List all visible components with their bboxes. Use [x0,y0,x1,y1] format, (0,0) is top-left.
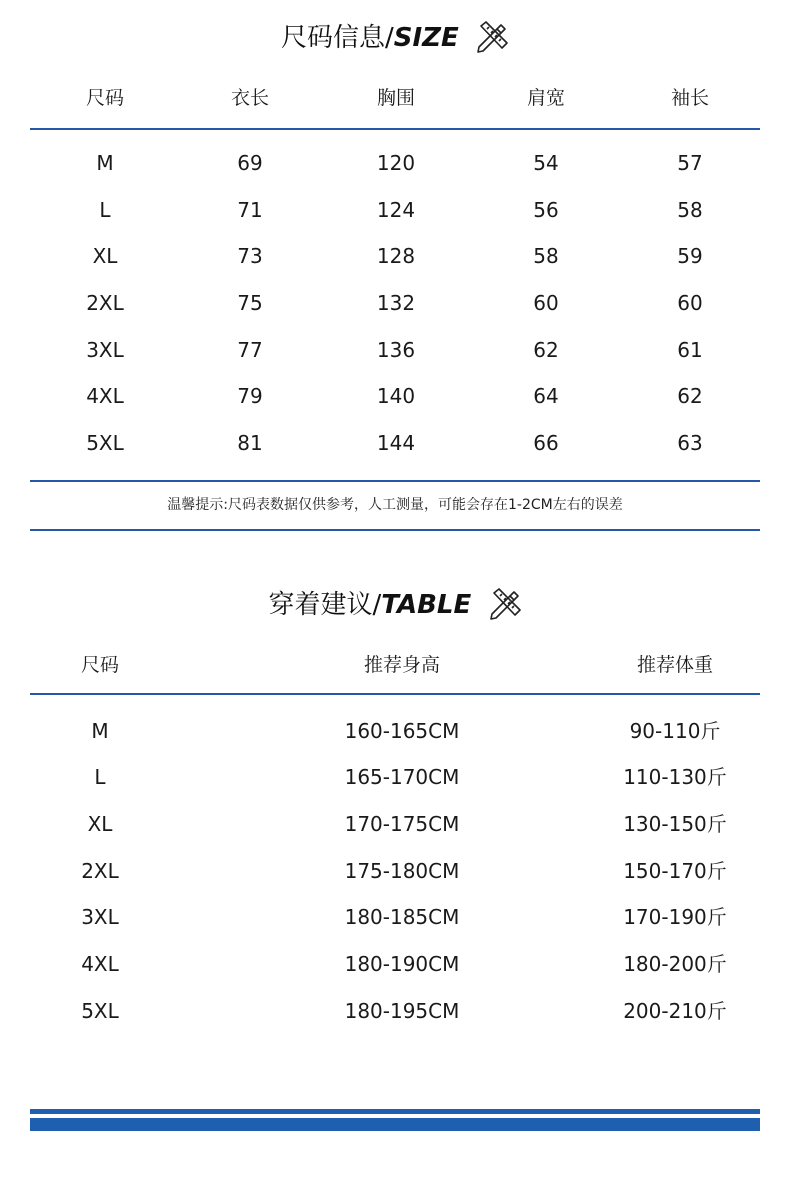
size-note: 温馨提示:尺码表数据仅供参考，人工测量，可能会存在1-2CM左右的误差 [167,497,623,513]
table-cell: 66 [533,431,559,455]
table-cell: 79 [237,384,263,408]
header-cell: 推荐体重 [636,654,713,676]
divider [30,529,760,531]
header-cell: 衣长 [230,87,269,109]
table-cell: 56 [533,198,559,222]
table-cell: L [94,765,106,789]
table-row [30,143,760,183]
table-cell: 4XL [86,384,124,408]
recommend-table-header [30,645,760,685]
table-cell: 5XL [86,431,124,455]
size-title-cn: 尺码信息/ [280,23,394,53]
table-cell: 58 [533,244,559,268]
table-cell: 90-110斤 [629,719,721,743]
table-row [30,897,760,937]
table-cell: 180-195CM [344,999,460,1023]
table-cell: 62 [677,384,703,408]
table-row [30,423,760,463]
table-row [30,851,760,891]
table-cell: 77 [237,338,263,362]
table-cell: 62 [533,338,559,362]
footer-bar-thin [30,1109,760,1114]
table-row [30,330,760,370]
size-table-header [30,78,760,118]
size-title-en: SIZE [393,23,459,53]
table-cell: 160-165CM [344,719,460,743]
table-cell: 180-190CM [344,952,460,976]
table-cell: 124 [376,198,416,222]
table-cell: 2XL [86,291,124,315]
table-cell: 59 [677,244,703,268]
header-cell: 尺码 [85,87,124,109]
table-cell: 60 [533,291,559,315]
table-cell: 200-210斤 [623,999,727,1023]
size-title [0,18,790,58]
table-cell: 63 [677,431,703,455]
table-row [30,376,760,416]
table-cell: 130-150斤 [623,812,727,836]
table-row [30,190,760,230]
table-cell: M [91,719,109,743]
table-cell: XL [92,244,118,268]
table-cell: 57 [677,151,703,175]
table-title [0,585,790,625]
table-row [30,944,760,984]
table-row [30,991,760,1031]
table-row [30,283,760,323]
table-title-en: TABLE [381,590,472,620]
table-cell: L [99,198,111,222]
table-cell: 128 [376,244,416,268]
table-cell: XL [87,812,113,836]
divider [30,693,760,695]
footer-bar-thick [30,1118,760,1131]
header-cell: 胸围 [376,87,415,109]
table-cell: 75 [237,291,263,315]
table-cell: 136 [376,338,416,362]
table-cell: 144 [376,431,416,455]
table-cell: 73 [237,244,263,268]
table-row [30,711,760,751]
header-cell: 袖长 [670,87,709,109]
table-cell: 58 [677,198,703,222]
table-cell: 69 [237,151,263,175]
table-cell: 3XL [81,905,119,929]
table-cell: 71 [237,198,263,222]
table-cell: 4XL [81,952,119,976]
header-cell: 肩宽 [526,87,565,109]
table-cell: 175-180CM [344,859,460,883]
pencil-ruler-icon [488,587,522,621]
table-title-cn: 穿着建议/ [268,590,382,620]
table-row [30,757,760,797]
header-cell: 尺码 [80,654,119,676]
table-cell: 150-170斤 [623,859,727,883]
table-cell: M [96,151,114,175]
table-cell: 110-130斤 [623,765,727,789]
table-cell: 5XL [81,999,119,1023]
table-cell: 81 [237,431,263,455]
table-cell: 165-170CM [344,765,460,789]
table-cell: 140 [376,384,416,408]
table-cell: 61 [677,338,703,362]
pencil-ruler-icon [475,20,509,54]
table-cell: 180-185CM [344,905,460,929]
table-cell: 180-200斤 [623,952,727,976]
divider [30,128,760,130]
header-cell: 推荐身高 [363,654,440,676]
table-cell: 64 [533,384,559,408]
table-cell: 2XL [81,859,119,883]
table-row [30,236,760,276]
table-cell: 54 [533,151,559,175]
table-row [30,804,760,844]
table-cell: 60 [677,291,703,315]
table-cell: 3XL [86,338,124,362]
table-cell: 120 [376,151,416,175]
table-cell: 170-175CM [344,812,460,836]
table-cell: 132 [376,291,416,315]
table-cell: 170-190斤 [623,905,727,929]
